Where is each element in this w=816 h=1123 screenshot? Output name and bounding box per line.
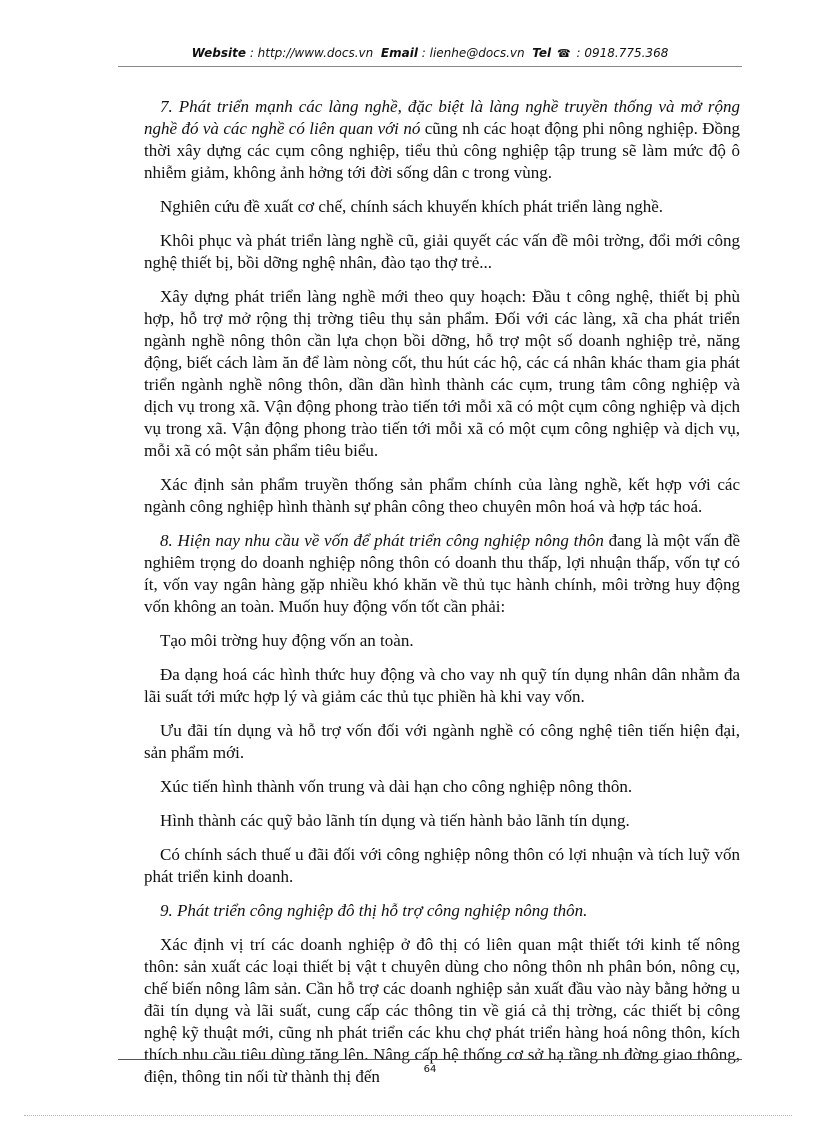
tel-label: Tel (532, 46, 552, 60)
tel-value: : 0918.775.368 (576, 46, 669, 60)
website-value: : http://www.docs.vn (249, 46, 374, 60)
paragraph: Xây dựng phát triển làng nghề mới theo quy hoạch: Đầu t công nghệ, thiết bị phù hợp, hỗ trợ mở rộng thị trờng tiêu thụ sản phẩm. Đối với các làng, xã cha phát triển ngành nghề nông thôn cần lựa chọn bồi dỡng, hỗ trợ một số doanh nghiệp trẻ, năng động, biết cách làm ăn để làm nòng cốt, thu hút các hộ, các cá nhân khác tham gia phát triển ngành nghề nông thôn, dần dần hình thành các cụm, trung tâm công nghiệp và dịch vụ trong xã. Vận động phong trào tiến tới mỗi xã có một cụm công nghiệp và dịch vụ trong xã. Vận động phong trào tiến tới mỗi xã có một cụm công nghiệp và dịch vụ, mỗi xã có một sản phẩm tiêu biểu. (144, 287, 740, 460)
telephone-icon: ☎ (556, 47, 571, 60)
footer-divider (118, 1059, 742, 1060)
paragraph: Xác định sản phẩm truyền thống sản phẩm chính của làng nghề, kết hợp với các ngành công nghiệp hình thành sự phân công theo chuyên môn hoá và hợp tác hoá. (144, 475, 740, 516)
section-heading-9: 9. Phát triển công nghiệp đô thị hỗ trợ công nghiệp nông thôn. (160, 901, 588, 920)
paragraph: Khôi phục và phát triển làng nghề cũ, giải quyết các vấn đề môi trờng, đổi mới công nghệ thiết bị, bồi dỡng nghệ nhân, đào tạo thợ trẻ... (144, 231, 740, 272)
paragraph: Nghiên cứu đề xuất cơ chế, chính sách khuyến khích phát triển làng nghề. (160, 197, 664, 216)
paragraph: Có chính sách thuế u đãi đối với công nghiệp nông thôn có lợi nhuận và tích luỹ vốn phát triển kinh doanh. (144, 845, 740, 886)
paragraph: Hình thành các quỹ bảo lãnh tín dụng và tiến hành bảo lãnh tín dụng. (160, 811, 630, 830)
page-bottom-border (24, 1115, 792, 1116)
header-divider (118, 66, 742, 67)
paragraph: Đa dạng hoá các hình thức huy động và cho vay nh quỹ tín dụng nhân dân nhằm đa lãi suất tới mức hợp lý và giảm các thủ tục phiền hà khi vay vốn. (144, 665, 740, 706)
page-header (118, 46, 742, 60)
paragraph-7: 7. Phát triển mạnh các làng nghề, đặc biệt là làng nghề truyền thống và mở rộng nghề đó và các nghề có liên quan với nó cũng nh các hoạt động phi nông nghiệp. Đồng thời xây dựng các cụm công nghiệp, tiểu thủ công nghiệp tập trung sẽ làm mức độ ô nhiễm giảm, không ảnh hởng tới đời sống dân c trong vùng. (144, 97, 741, 182)
website-label: Website (191, 46, 246, 60)
email-label: Email (380, 46, 418, 60)
paragraph: Tạo môi trờng huy động vốn an toàn. (160, 631, 414, 650)
paragraph: Xúc tiến hình thành vốn trung và dài hạn cho công nghiệp nông thôn. (160, 777, 633, 796)
paragraph-last: Xác định vị trí các doanh nghiệp ở đô thị có liên quan mật thiết tới kinh tế nông thôn: sản xuất các loại thiết bị vật t chuyên dùng cho nông thôn nh phân bón, nông cụ, chế biến nông lâm sản. Cần hỗ trợ các doanh nghiệp sản xuất đầu vào này bằng hởng u đãi tín dụng và lãi suất, cung cấp các thông tin về giá cả thị trờng, các thiết bị công nghệ kỹ thuật mới, cũng nh phát triển các khu chợ phát triển hàng hoá nông thôn, kích thích nhu cầu tiêu dùng tăng lên. Nâng cấp hệ thống cơ sở hạ tầng nh đờng giao thông, điện, thông tin nối từ thành thị đến (144, 935, 740, 1086)
document-body (144, 96, 740, 1100)
email-value: : lienhe@docs.vn (421, 46, 525, 60)
paragraph: Ưu đãi tín dụng và hỗ trợ vốn đối với ngành nghề có công nghệ tiên tiến hiện đại, sản phẩm mới. (144, 721, 740, 762)
paragraph-8: 8. Hiện nay nhu cầu về vốn để phát triển công nghiệp nông thôn đang là một vấn đề nghiêm trọng do doanh nghiệp nông thôn có doanh thu thấp, lợi nhuận thấp, vốn tự có ít, vốn vay ngân hàng gặp nhiều khó khăn về thủ tục hành chính, môi trờng huy động vốn không an toàn. Muốn huy động vốn tốt cần phải: (144, 531, 741, 616)
page-number: 64 (423, 1064, 437, 1075)
